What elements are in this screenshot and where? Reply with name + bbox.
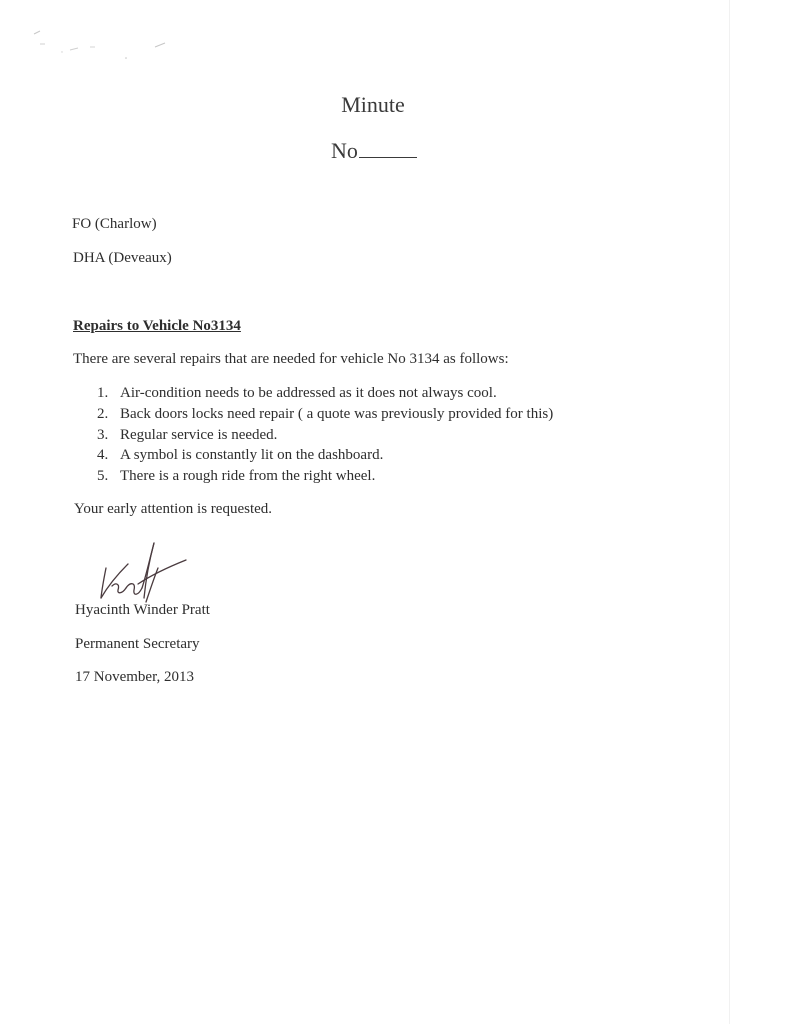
list-item-text: Air-condition needs to be addressed as it does not always cool. bbox=[120, 385, 497, 401]
minute-number-label: No bbox=[331, 138, 358, 163]
list-item-text: There is a rough ride from the right wheel. bbox=[120, 468, 376, 485]
minute-number bbox=[331, 138, 417, 164]
list-item-number: 2. bbox=[97, 405, 109, 422]
closing-line: Your early attention is requested. bbox=[74, 501, 273, 517]
list-item bbox=[97, 404, 553, 425]
list-item bbox=[97, 466, 553, 487]
intro-paragraph: There are several repairs that are needed for vehicle No 3134 as follows: bbox=[73, 351, 509, 367]
list-item bbox=[97, 383, 553, 404]
list-item-text: Regular service is needed. bbox=[120, 426, 278, 443]
recipient-fo: FO (Charlow) bbox=[72, 216, 157, 232]
list-item-number: 5. bbox=[97, 468, 109, 485]
signature-icon bbox=[94, 538, 194, 608]
signatory-name: Hyacinth Winder Pratt bbox=[75, 602, 210, 618]
list-item-number: 4. bbox=[97, 447, 109, 464]
list-item-text: A symbol is constantly lit on the dashboard. bbox=[120, 447, 384, 464]
recipient-dha: DHA (Deveaux) bbox=[73, 250, 172, 266]
list-item bbox=[97, 445, 553, 466]
repairs-list bbox=[97, 383, 553, 487]
signatory-title: Permanent Secretary bbox=[75, 636, 200, 652]
list-item bbox=[97, 425, 553, 446]
list-item-text: Back doors locks need repair ( a quote was previously provided for this) bbox=[120, 405, 554, 422]
document-title: Minute bbox=[341, 92, 405, 117]
scan-edge bbox=[729, 0, 730, 1024]
minute-number-blank bbox=[359, 139, 417, 158]
scan-specks bbox=[20, 22, 190, 72]
list-item-number: 1. bbox=[97, 385, 109, 401]
list-item-number: 3. bbox=[97, 426, 109, 443]
subject-heading: Repairs to Vehicle No3134 bbox=[73, 318, 241, 334]
memo-date: 17 November, 2013 bbox=[75, 669, 194, 685]
